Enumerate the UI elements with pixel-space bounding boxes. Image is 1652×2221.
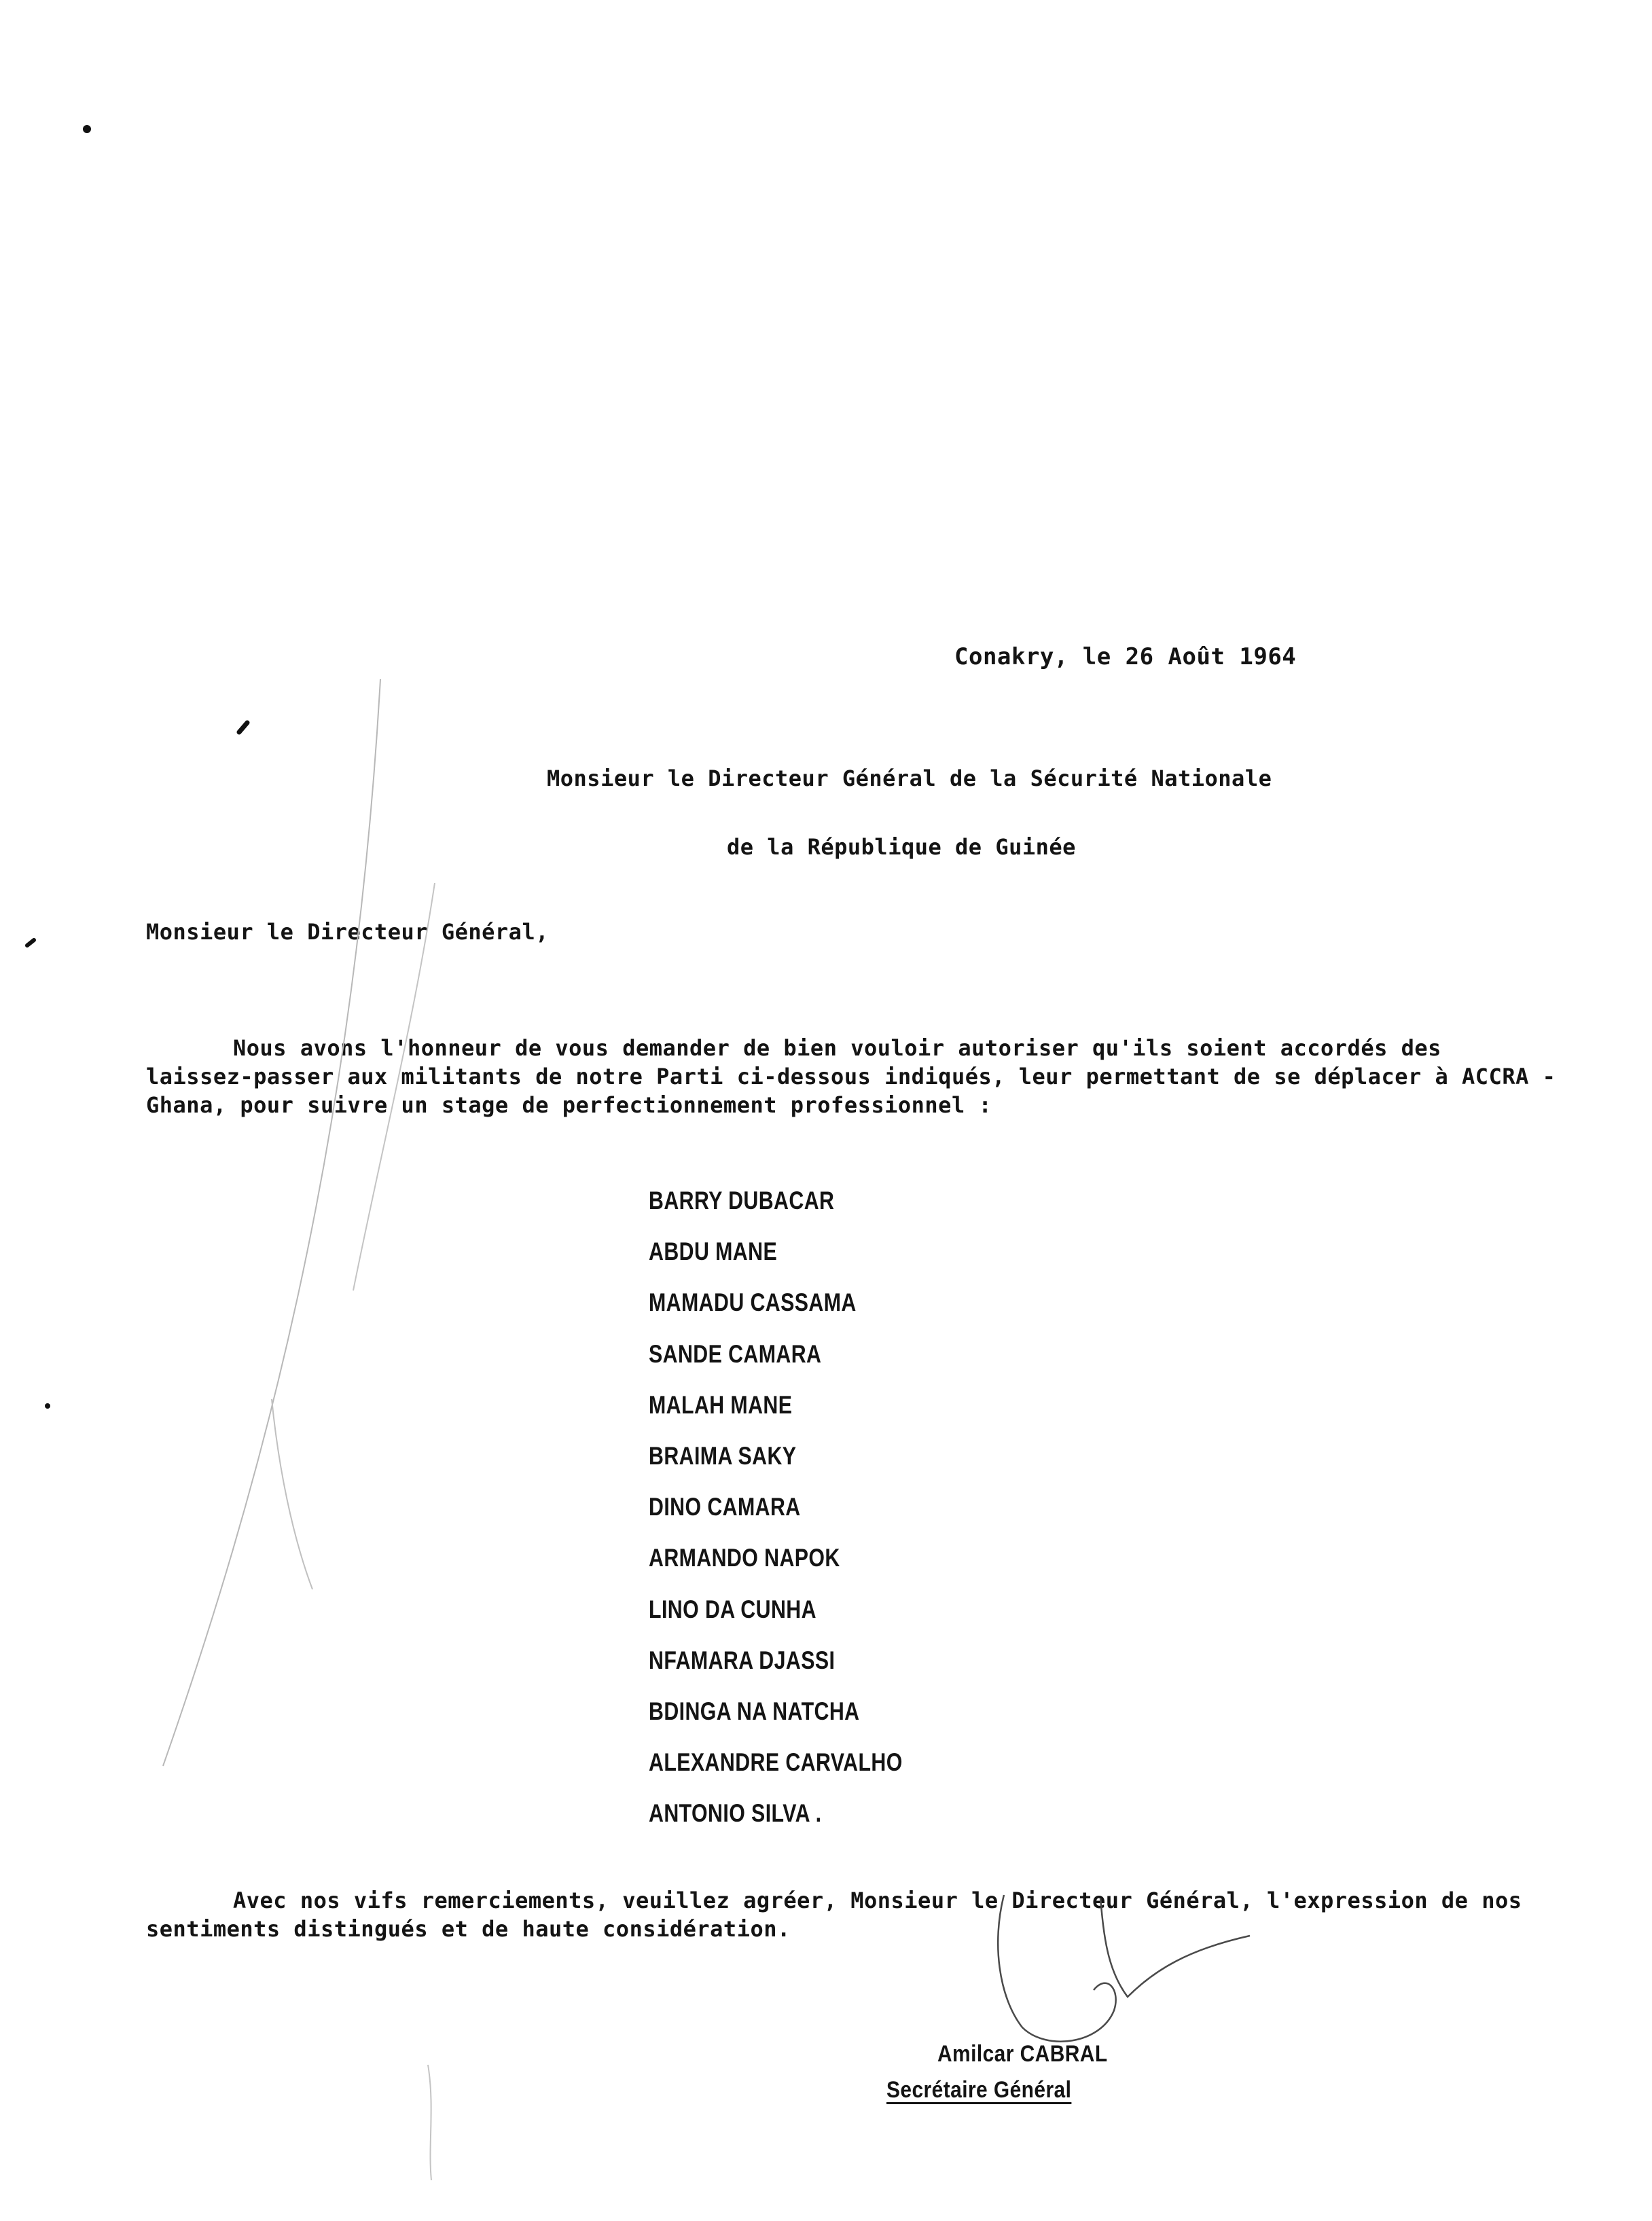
signer-name: Amilcar CABRAL	[937, 2041, 1108, 2067]
list-item: NFAMARA DJASSI	[649, 1646, 836, 1674]
list-item: ALEXANDRE CARVALHO	[649, 1748, 903, 1777]
scratch-mark	[272, 1399, 312, 1589]
list-item: LINO DA CUNHA	[649, 1595, 816, 1623]
list-item: ARMANDO NAPOK	[649, 1544, 840, 1572]
addressee-line-1: Monsieur le Directeur Général de la Sécurité Nationale	[547, 765, 1272, 791]
closing-paragraph: Avec nos vifs remerciements, veuillez agréer, Monsieur le Directeur Général, l'expression de nos sentiments distingués et de haute considération.	[146, 1888, 1522, 1942]
list-item: MAMADU CASSAMA	[649, 1288, 857, 1317]
list-item: BDINGA NA NATCHA	[649, 1697, 860, 1725]
body-paragraph: Nous avons l'honneur de vous demander de bien vouloir autoriser qu'ils soient accordés des laissez-passer aux militants de notre Parti ci-dessous indiqués, leur permettant de se déplacer à ACCRA - Ghana, pour suivre un stage de perfectionnement professionnel :	[146, 1035, 1556, 1118]
list-item: BRAIMA SAKY	[649, 1441, 797, 1470]
list-item: ANTONIO SILVA .	[649, 1799, 822, 1828]
signer-title: Secrétaire Général	[886, 2077, 1072, 2103]
list-item: ABDU MANE	[649, 1238, 778, 1266]
scratch-mark	[163, 679, 380, 1766]
scan-speck	[27, 940, 34, 945]
scan-speck	[239, 723, 247, 732]
scratch-mark	[428, 2065, 431, 2180]
list-item: DINO CAMARA	[649, 1493, 801, 1521]
list-item: MALAH MANE	[649, 1390, 793, 1419]
scratch-mark	[353, 883, 435, 1290]
list-item: SANDE CAMARA	[649, 1339, 822, 1368]
letter-date: Conakry, le 26 Août 1964	[954, 643, 1297, 670]
list-item: BARRY DUBACAR	[649, 1187, 835, 1214]
salutation: Monsieur le Directeur Général,	[146, 919, 549, 945]
scan-speck	[45, 1403, 50, 1409]
signature-stroke	[998, 1895, 1250, 2042]
addressee-line-2: de la République de Guinée	[727, 834, 1076, 860]
scan-speck	[83, 125, 91, 133]
